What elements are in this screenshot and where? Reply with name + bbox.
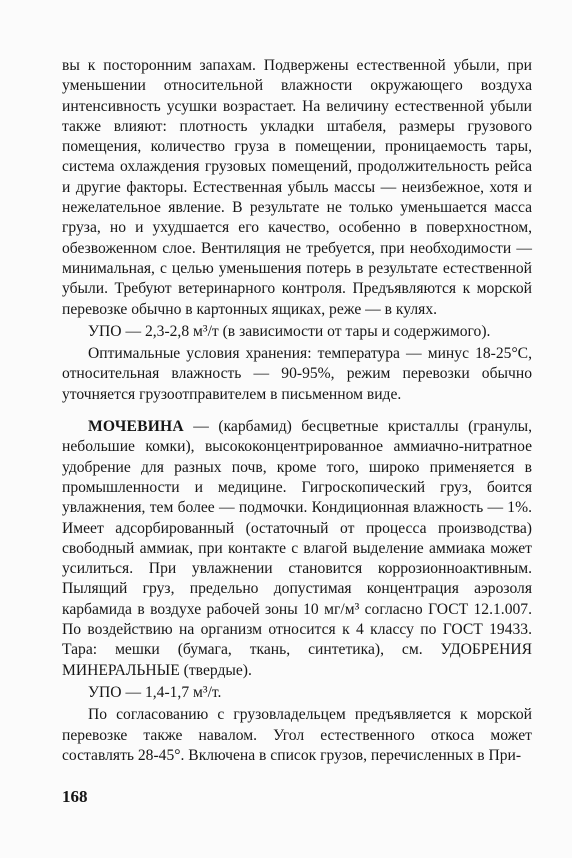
upo-line: УПО — 2,3-2,8 м³/т (в зависимости от тары и содержимого). [88, 322, 491, 340]
paragraph-continuation: вы к посторонним запахам. Подвержены естественной убыли, при уменьшении относительной влажности окружающего воздуха интенсивность усушки возрастает. На величину естественной убыли также влияют: плотность укладки штабеля, размеры грузового помещения, количество груза в помещении, проницаемость тары, система охлаждения грузовых помещений, продолжительность рейса и другие факторы. Естественная убыль массы — неизбежное, хотя и нежелательное явление. В результате не только уменьшается масса груза, но и ухудшается его качество, особенно в поверхностном, обезвоженном слое. Вентиляция не требуется, при необходимости — минимальная, с целью уменьшения потерь в результате естественной убыли. Требуют ветеринарного контроля. Предъявляются к морской перевозке обычно в картонных ящиках, реже — в кулях. [62, 57, 532, 318]
page-number: 168 [62, 787, 88, 806]
entry-body: — (карбамид) бесцветные кристаллы (гранулы, небольшие комки), высококонцентрированное аммиачно-нитратное удобрение для разных почв, кроме того, широко применяется в промышленности и медицине. Гигроскопический груз, боится увлажнения, тем более — подмочки. Кондиционная влажность — 1%. Имеет адсорбированный (остаточный от процесса производства) свободный аммиак, при контакте с влагой выделение аммиака может усилиться. При увлажнении становится коррозионноактивным. Пылящий груз, предельно допустимая концентрация аэрозоля карбамида в воздухе рабочей зоны 10 мг/м³ согласно ГОСТ 12.1.007. По воздействию на организм относится к 4 классу по ГОСТ 19433. Тара: мешки (бумага, ткань, синтетика), см. УДОБРЕНИЯ МИНЕРАЛЬНЫЕ (твердые). [62, 418, 532, 679]
entry-term: МОЧЕВИНА [88, 418, 184, 436]
dictionary-entry-urea [62, 417, 532, 681]
storage-conditions-paragraph: Оптимальные условия хранения: температура — минус 18-25°С, относительная влажность — 90-95%, режим перевозки обычно уточняется грузоотправителем в письменном виде. [62, 345, 532, 403]
paragraph-bulk-transport: По согласованию с грузовладельцем предъявляется к морской перевозке также навалом. Угол естественного откоса может составлять 28-45°. Включена в список грузов, перечисленных в При- [62, 706, 532, 764]
upo-line-urea: УПО — 1,4-1,7 м³/т. [88, 683, 222, 701]
page-text [62, 56, 532, 766]
